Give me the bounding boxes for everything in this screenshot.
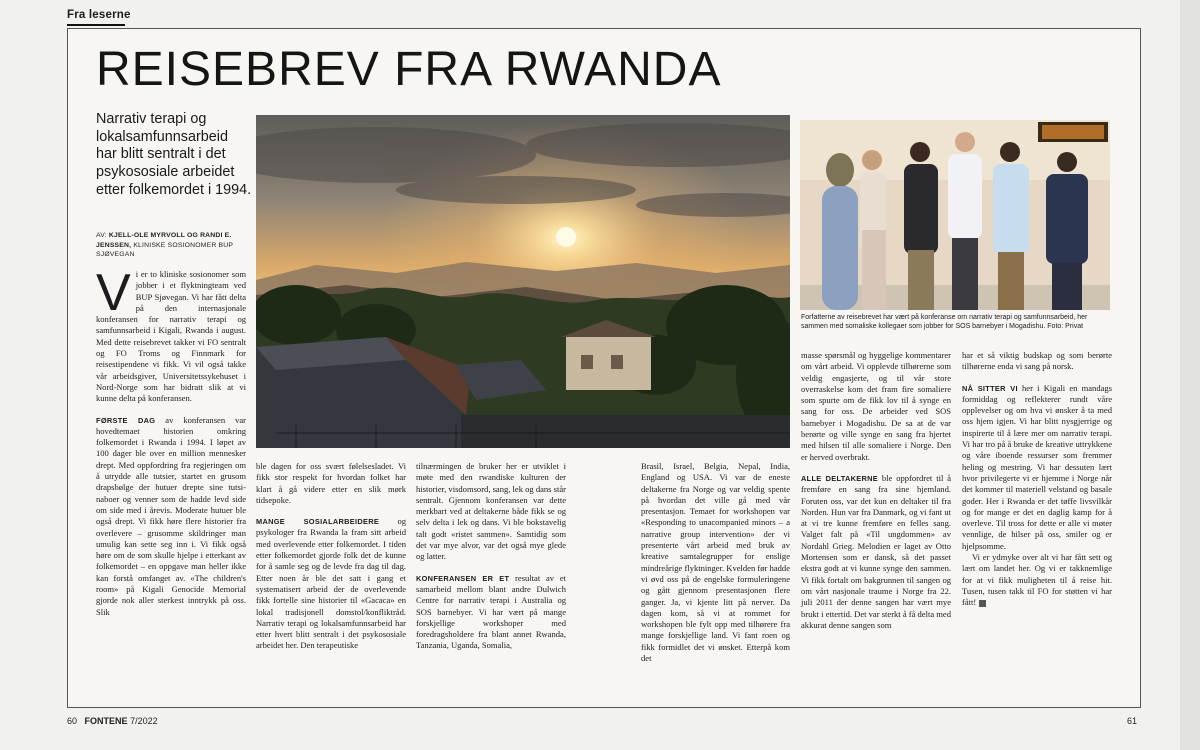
- end-mark-icon: [979, 600, 986, 607]
- paragraph: har et så viktig budskap og som berørte tilhørerne enda vi sang på norsk.: [962, 350, 1112, 372]
- paragraph: masse spørsmål og hyggelige kommentarer om vårt arbeid. Vi opplevde tilhørerne som veldig engasjerte, og til vår store overraskelse kom det fram fire somaliere som spurte om de fikk lov til å synge en sang for oss. De arbeider ved SOS barnebyer i Mogadishu. De sa at de var berørte og ville synge en sang fra hjertet med hilsen til alle somaliere i Norge. Den er herved overbrakt.: [801, 350, 951, 462]
- page-edge: [1180, 0, 1200, 750]
- paragraph: ble dagen for oss svært følelsesladet. Vi fikk stor respekt for hvordan folket har klart å gå videre etter en slik mørk tidsepoke.: [256, 461, 406, 505]
- byline-authors: KJELL-OLE MYRVOLL OG RANDI E. JENSSEN,: [96, 232, 232, 249]
- article-title: REISEBREV FRA RWANDA: [96, 43, 722, 96]
- page-number-right: 61: [1127, 716, 1138, 726]
- page-footer-left: [67, 716, 158, 726]
- paragraph-lead-in: NÅ SITTER VI: [962, 383, 1018, 393]
- article-lede: Narrativ terapi og lokalsamfunnsarbeid har blitt sentralt i det psykososiale arbeidet etter folkemordet i 1994.: [96, 111, 252, 198]
- text-column-3: [416, 461, 566, 652]
- photo-caption: Forfatterne av reisebrevet har vært på konferanse om narrativ terapi og samfunnsarbeid, her sammen med somaliske kollegaer som jobber for SOS barnebyer i Mogadishu. Foto: Privat: [801, 314, 1088, 331]
- byline-role: KLINISKE SOSIONOMER BUP SJØVEGAN: [96, 241, 233, 258]
- issue-number: 7/2022: [130, 716, 158, 726]
- text-column-2: [256, 461, 406, 652]
- byline: [96, 231, 252, 260]
- paragraph: resultat av et samarbeid mellom blant andre Dulwich Centre for narrativ terapi i Australia og SOS barnebyer. Vi har vært på mange forskjellige workshoper med foredragsholdere fra blant annet Rwanda, Tanzania, Uganda, Somalia,: [416, 572, 566, 651]
- rwanda-sunset-photo: [256, 115, 790, 448]
- text-column-4: [641, 461, 790, 664]
- section-label: Fra leserne: [67, 9, 131, 21]
- paragraph: av konferansen var hovedtemaet historien omkring folkemordet i Rwanda i 1994. I løpet av 100 dager ble over en million mennesker drept. Med oppfordring fra regjeringen om å utrydde alle tutsier, startet en grusom drapsbølge der hutuer drepte sine tutsi-naboer og venner som de hadde levd side om side med i årevis. Moderate hutuer ble også drept. Vi fikk høre flere historier fra overlevere – grusomme skildringer man umulig kan sette seg inn i. Vi fikk også høre om de som skulle hjelpe i etterkant av folkemordet – en oppgave man heller ikke kan forstå omfanget av. «The children's room» på Kigali Genocide Memorial gjorde nok aller sterkest inntrykk på oss. Slik: [96, 414, 246, 617]
- paragraph: i er to kliniske sosionomer som jobber i et flyktningteam ved BUP Sjøvegan. Vi har fått delta på den internasjonale konferansen for narrativ terapi og samfunnsarbeid i Kigali, Rwanda i august. Med dette reisebrevet takker vi FO sentralt og FO Troms og Finnmark for reisestipendene vi fikk. Vi vil også takke vår arbeidsgiver, Universitetssykehuset i Nord-Norge som har bidratt slik at vi kunne delta på konferansen.: [96, 269, 246, 404]
- paragraph: her i Kigali en mandags formiddag og reflekterer rundt våre opplevelser og om hva vi ønsker å ta med oss hjem igjen. Vi har blitt nysgjerrige og inspirerte til å lære mer om narrativ terapi. Vi har tro på å bruke de kreative uttrykkene og våre iboende ressurser som fremmer heling og mestring. Vi har dessuten lært hvor privilegerte vi er hjemme i Norge når det kommer til materiell velstand og basale goder. Her i Rwanda er det tøffe livsvilkår og for mange er det en daglig kamp for å overleve. Til tross for dette er alle vi møter vennlige, de hilser på oss, smiler og er hjelpsomme.: [962, 382, 1112, 551]
- paragraph-lead-in: ALLE DELTAKERNE: [801, 473, 879, 483]
- byline-prefix: AV:: [96, 232, 109, 239]
- paragraph: Vi er ydmyke over alt vi har fått sett og lært om landet her. Og vi er takknemlige for at vi fikk muligheten til å reise hit. Tusen, tusen takk til FO for støtten vi har fått!: [962, 552, 1112, 608]
- text-column-1: [96, 264, 246, 618]
- paragraph: ble oppfordret til å fremføre en sang fra sine hjemland. Foruten oss, var det kun en deltaker til fra Norden. Hun var fra Danmark, og vi fant ut at vi tre kunne fremføre en felles sang. Valget falt på «Til ungdommen» av Nordahl Grieg. Melodien er laget av Otto Mortensen som er dansk, så det passet ekstra godt at vi kunne synge den sammen. Vi fikk fortalt om bakgrunnen til sangen og om vårt nasjonale traume i Norge fra 22. juli 2011 der denne sangen har vært mye brukt i ettertid. Det var sterkt å få delta med akkurat denne sangen som: [801, 472, 951, 630]
- group-photo: [800, 120, 1110, 310]
- text-column-5: [801, 350, 951, 631]
- page-number-left: 60: [67, 716, 78, 726]
- magazine-name: FONTENE: [84, 716, 128, 726]
- paragraph-lead-in: MANGE SOSIALARBEIDERE: [256, 517, 380, 527]
- section-rule: [67, 24, 125, 26]
- paragraph: og psykologer fra Rwanda la fram sitt arbeid med overlevende etter folkemordet. I tiden etter folkemordet gjorde folk det de kunne for å samle seg og de levde fra dag til dag. Etter noen år ble det satt i gang et systematisert arbeid der de overlevende fikk fortelle sine historier til «Gacaca» en lokal tradisjonell domstol/konfliktråd. Narrativ terapi og lokalsamfunnsarbeid har etter hvert blitt sentralt i det psykososiale arbeidet her. Den terapeutiske: [256, 516, 406, 651]
- paragraph-lead-in: FØRSTE DAG: [96, 415, 156, 425]
- drop-cap: V: [96, 264, 131, 322]
- paragraph-lead-in: KONFERANSEN ER ET: [416, 573, 510, 583]
- paragraph: tilnærmingen de bruker her er utviklet i møte med den rwandiske kulturen der historier, visdomsord, sang, lek og dans står sentralt. Gjennom konferansen var dette merkbart ved at deltakerne både fikk se og selv delta i lek og dans. Vi ble bokstavelig talt godt «ristet sammen». Samtidig som det var mye alvor, var det også mye glede og latter.: [416, 461, 566, 562]
- paragraph: Brasil, Israel, Belgia, Nepal, India, England og USA. Vi var de eneste deltakerne fra Norge og var veldig spente på hvordan det ville gå med vår presentasjon. Temaet for workshopen var «Responding to unacompanied minors – a narrative group intervention» der vi presenterte vårt arbeid med bruk av kreative samtalegrupper for enslige mindreårige flyktninger. Kvelden før hadde vi øvd oss på de engelske formuleringene og gått gjennom presentasjonen flere ganger. Ja, vi kjente litt på nerver. Da dagen kom, så vi at rommet for workshopen ble fylt opp med tilhørere fra mange forskjellige land. Vi fant roen og fikk formidlet det vi ønsket. Etterpå kom det: [641, 461, 790, 664]
- text-column-6: [962, 350, 1112, 609]
